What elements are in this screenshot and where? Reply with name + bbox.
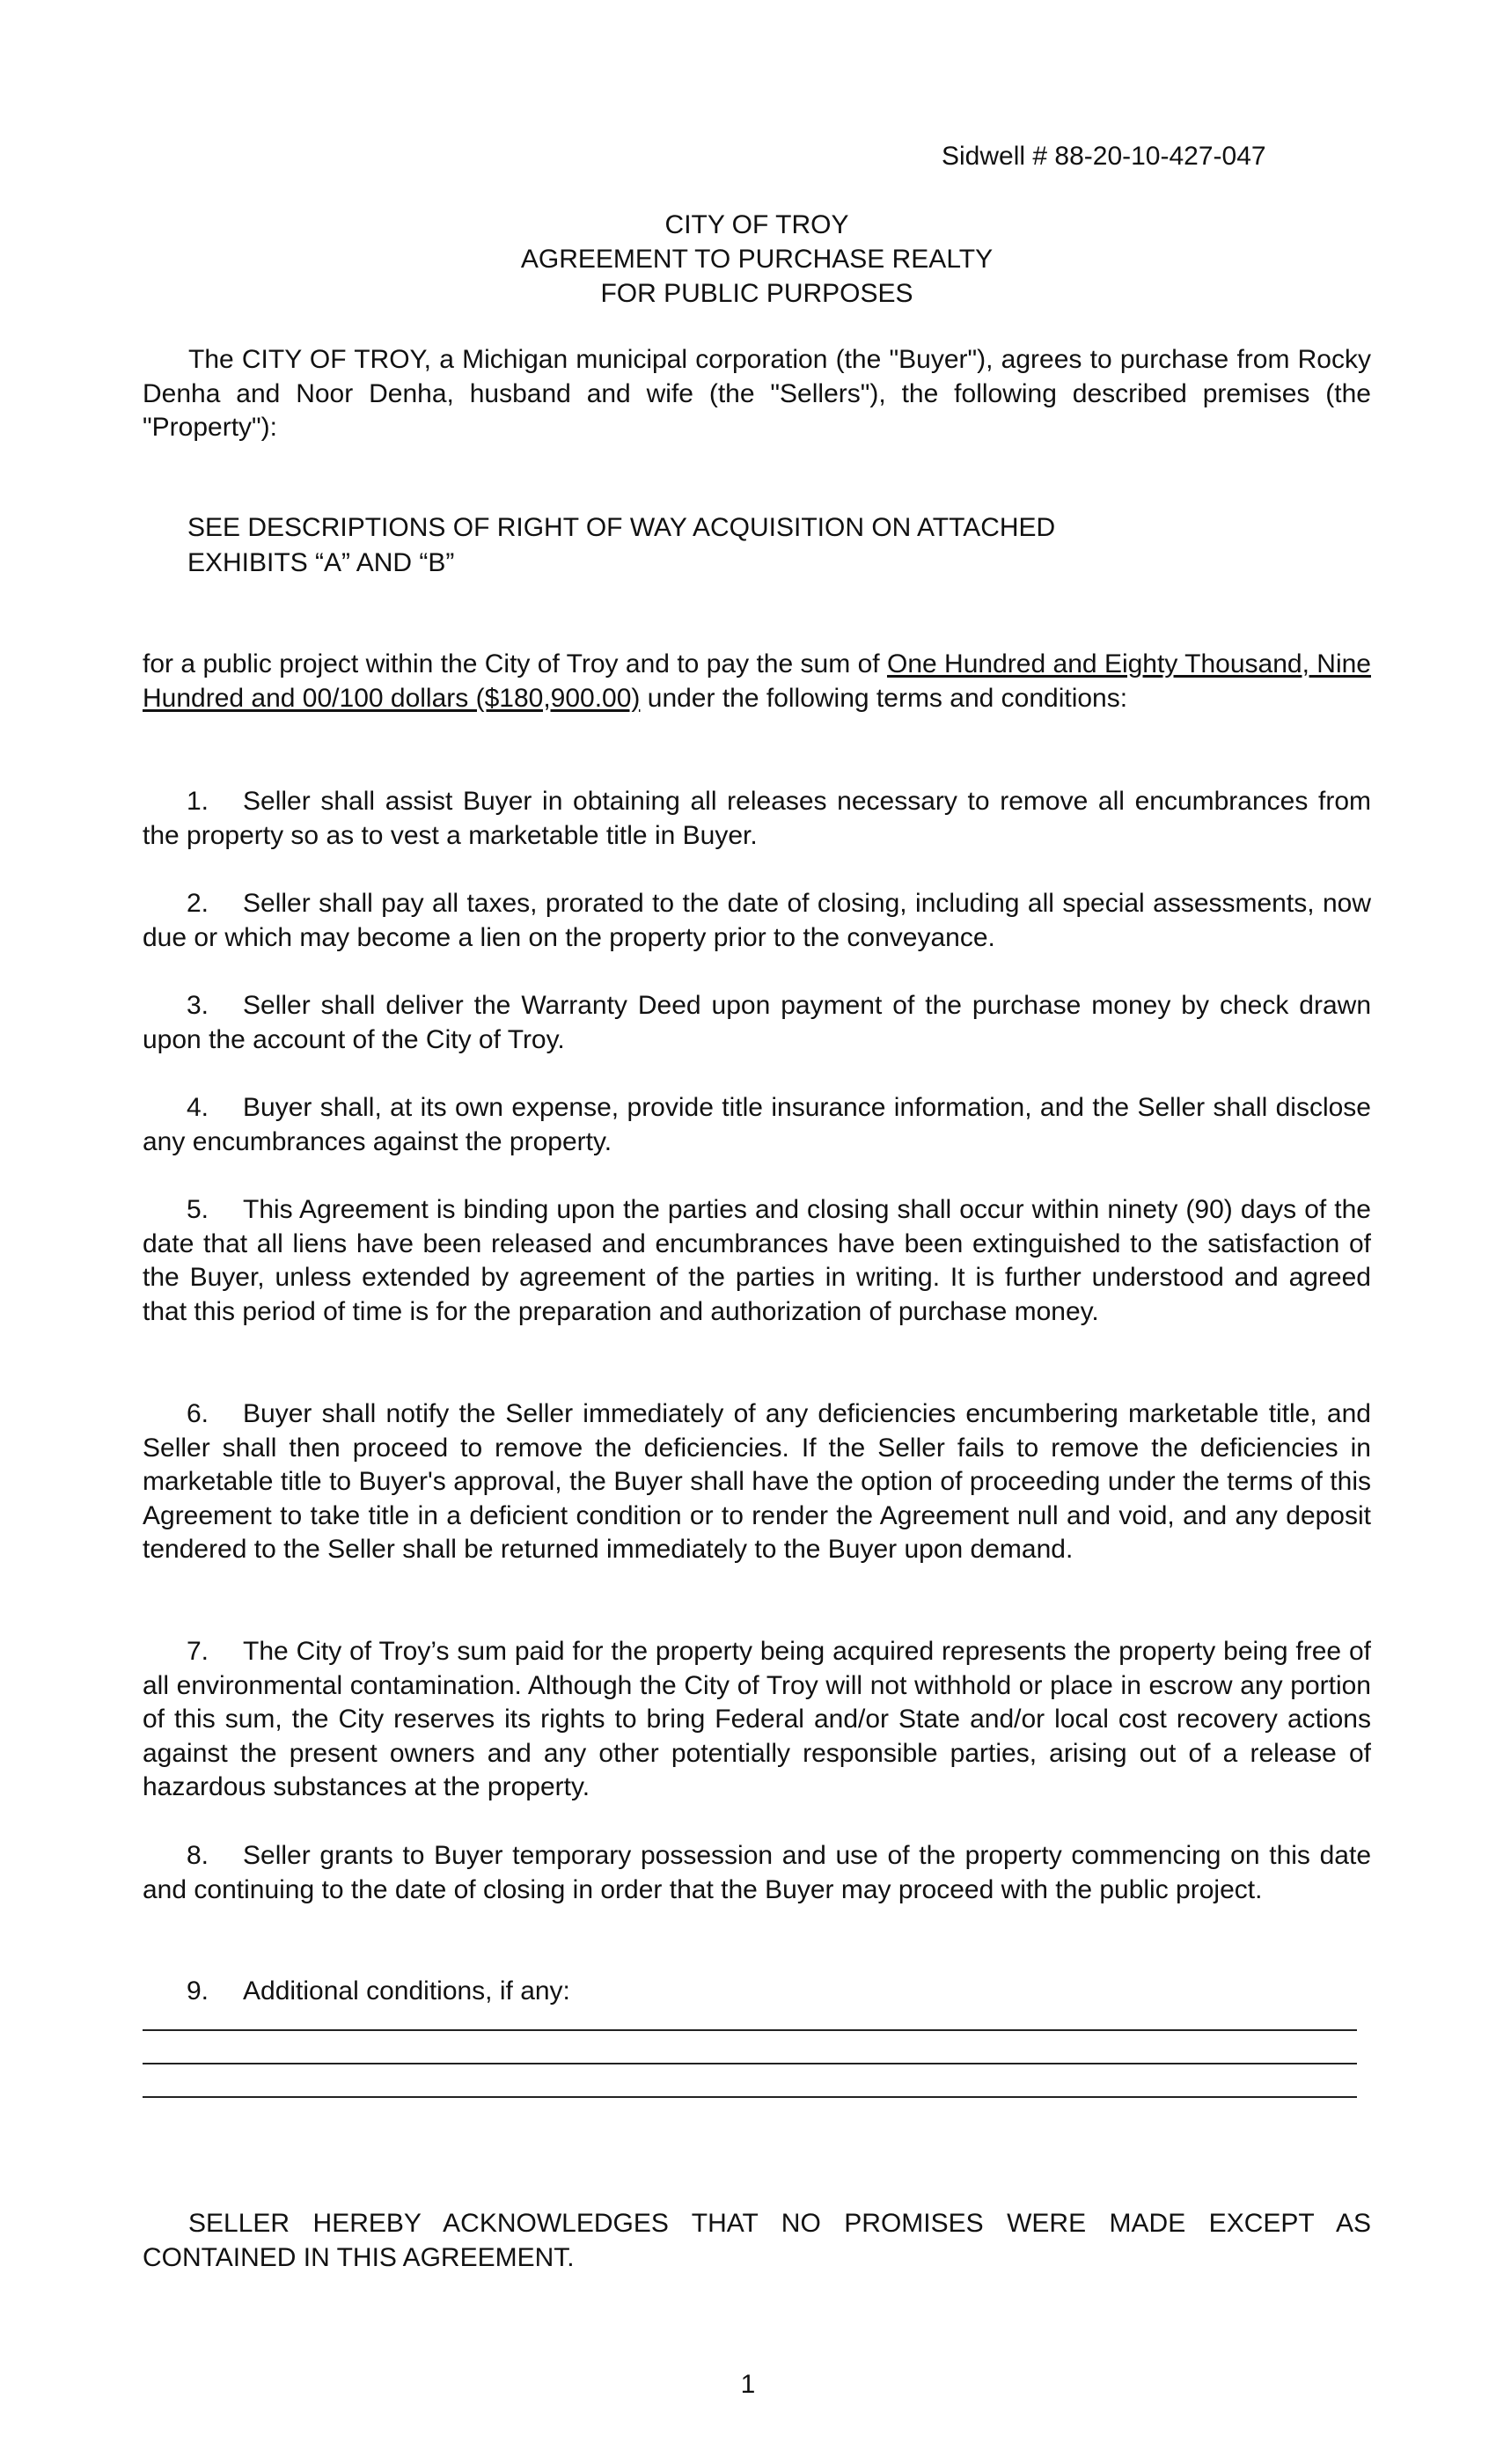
purchase-amount: One Hundred and Eighty Thousand, Nine Hundred and 00/100 dollars ($180,900.00) <box>143 649 1371 713</box>
purpose-paragraph <box>143 648 1371 715</box>
additional-conditions-line-1[interactable] <box>143 2029 1357 2031</box>
purpose-text-before: for a public project within the City of Troy and to pay the sum of <box>143 649 887 678</box>
condition-number: 3. <box>187 991 209 1020</box>
condition-9 <box>143 1975 1371 2009</box>
exhibit-reference <box>187 510 1243 581</box>
condition-text: Buyer shall notify the Seller immediately of any deficiencies encumbering marketable title, and Seller shall then proceed to remove the deficiencies. If the Seller fails to remove the deficiencies in marketable title to Buyer's approval, the Buyer shall have the option of proceeding under the terms of this Agreement to take title in a deficient condition or to render the Agreement null and void, and any deposit tendered to the Seller shall be returned immediately to the Buyer upon demand. <box>143 1399 1371 1564</box>
condition-6 <box>143 1397 1371 1567</box>
condition-2 <box>143 887 1371 955</box>
condition-number: 2. <box>187 889 209 918</box>
condition-number: 6. <box>187 1399 209 1428</box>
condition-text: Seller shall deliver the Warranty Deed upon payment of the purchase money by check drawn upon the account of the City of Troy. <box>143 991 1371 1054</box>
intro-text: The CITY OF TROY, a Michigan municipal corporation (the "Buyer"), agrees to purchase from Rocky Denha and Noor Denha, husband and wife (the "Sellers"), the following described premises (the "Property"): <box>143 345 1371 442</box>
additional-conditions-line-3[interactable] <box>143 2096 1357 2098</box>
condition-number: 8. <box>187 1841 209 1870</box>
page-number: 1 <box>740 2370 756 2399</box>
exhibit-line-1: SEE DESCRIPTIONS OF RIGHT OF WAY ACQUISITION ON ATTACHED <box>187 513 1056 542</box>
additional-conditions-line-2[interactable] <box>143 2063 1357 2064</box>
seller-acknowledgement <box>143 2207 1371 2275</box>
title-line-1: CITY OF TROY <box>664 210 849 239</box>
condition-1 <box>143 785 1371 853</box>
sidwell-number: Sidwell # 88-20-10-427-047 <box>942 142 1266 171</box>
condition-text: Additional conditions, if any: <box>243 1976 570 2006</box>
condition-text: The City of Troy’s sum paid for the property being acquired represents the property being free of all environmental contamination. Although the City of Troy will not withhold or place in escrow any portion of this sum, the City reserves its rights to bring Federal and/or State and/or local cost recovery actions against the present owners and any other potentially responsible parties, arising out of a release of hazardous substances at the property. <box>143 1637 1371 1801</box>
condition-5 <box>143 1193 1371 1329</box>
condition-text: This Agreement is binding upon the parties and closing shall occur within ninety (90) days of the date that all liens have been released and encumbrances have been extinguished to the satisfaction of the Buyer, unless extended by agreement of the parties in writing. It is further understood and agreed that this period of time is for the preparation and authorization of purchase money. <box>143 1195 1371 1326</box>
title-line-3: FOR PUBLIC PURPOSES <box>600 279 913 308</box>
purpose-text-after: under the following terms and conditions: <box>640 683 1128 713</box>
condition-3 <box>143 989 1371 1057</box>
condition-8 <box>143 1839 1371 1907</box>
acknowledgement-text: SELLER HEREBY ACKNOWLEDGES THAT NO PROMISES WERE MADE EXCEPT AS CONTAINED IN THIS AGREEMENT. <box>143 2209 1371 2272</box>
condition-number: 7. <box>187 1637 209 1666</box>
condition-text: Seller shall pay all taxes, prorated to the date of closing, including all special assessments, now due or which may become a lien on the property prior to the conveyance. <box>143 889 1371 952</box>
condition-text: Buyer shall, at its own expense, provide title insurance information, and the Seller shall disclose any encumbrances against the property. <box>143 1093 1371 1156</box>
condition-number: 4. <box>187 1093 209 1122</box>
exhibit-line-2: EXHIBITS “A” AND “B” <box>187 548 455 577</box>
condition-text: Seller shall assist Buyer in obtaining all releases necessary to remove all encumbrances from the property so as to vest a marketable title in Buyer. <box>143 787 1371 850</box>
condition-text: Seller grants to Buyer temporary possession and use of the property commencing on this date and continuing to the date of closing in order that the Buyer may proceed with the public project. <box>143 1841 1371 1904</box>
condition-7 <box>143 1635 1371 1805</box>
intro-paragraph <box>143 343 1371 445</box>
condition-number: 1. <box>187 787 209 816</box>
title-line-2: AGREEMENT TO PURCHASE REALTY <box>520 245 994 274</box>
condition-number: 9. <box>187 1976 209 2006</box>
condition-number: 5. <box>187 1195 209 1224</box>
condition-4 <box>143 1091 1371 1159</box>
document-title <box>143 208 1371 311</box>
